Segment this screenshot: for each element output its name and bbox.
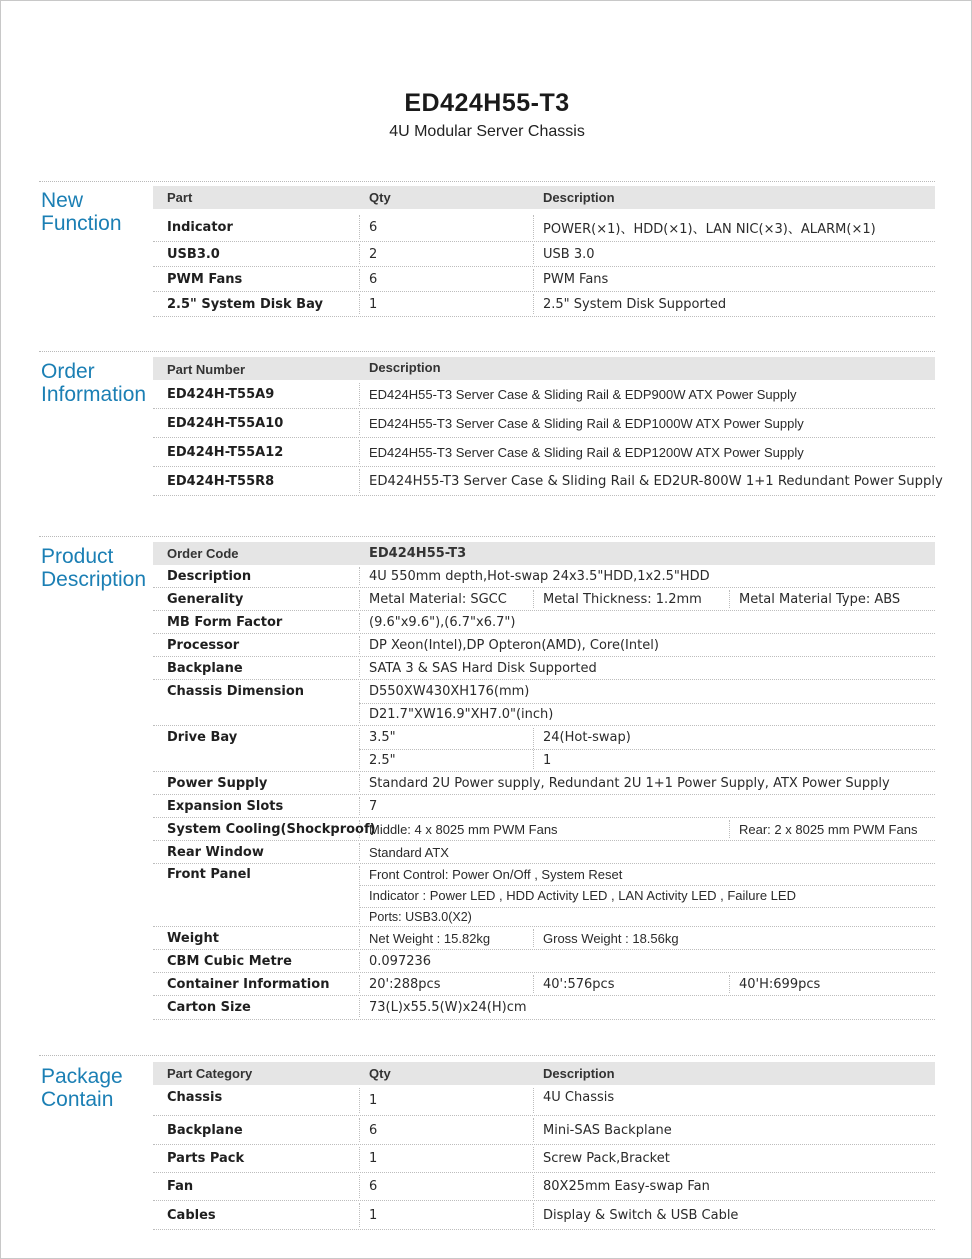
table-row: ED424H-T55R8 ED424H55-T3 Server Case & Sliding Rail & ED2UR-800W 1+1 Redundant Power Supply: [153, 467, 935, 496]
table-row: Generality Metal Material: SGCC Metal Thickness: 1.2mm Metal Material Type: ABS: [153, 588, 935, 611]
table-row: Parts Pack 1 Screw Pack,Bracket: [153, 1145, 935, 1173]
table-row: Chassis Dimension D550XW430XH176(mm) D21.7"XW16.9"XH7.0"(inch): [153, 680, 935, 726]
table-row: Weight Net Weight : 15.82kg Gross Weight : 18.56kg: [153, 927, 935, 950]
table-row: USB3.0 2 USB 3.0: [153, 242, 935, 267]
page-subtitle: 4U Modular Server Chassis: [389, 123, 585, 140]
table-row: Indicator 6 POWER(×1)、HDD(×1)、LAN NIC(×3)、ALARM(×1): [153, 213, 935, 242]
section-label-product-description: Product Description: [41, 545, 147, 591]
table-row: Drive Bay 3.5" 24(Hot-swap) 2.5" 1: [153, 726, 935, 772]
table-row: Expansion Slots 7: [153, 795, 935, 818]
table-header: Part Qty Description: [153, 186, 935, 209]
table-header: Order Code ED424H55-T3: [153, 542, 935, 565]
table-row: PWM Fans 6 PWM Fans: [153, 267, 935, 292]
table-row: Power Supply Standard 2U Power supply, Redundant 2U 1+1 Power Supply, ATX Power Supply: [153, 772, 935, 795]
table-row: System Cooling(Shockproof) Middle: 4 x 8025 mm PWM Fans Rear: 2 x 8025 mm PWM Fans: [153, 818, 935, 841]
table-row: Description 4U 550mm depth,Hot-swap 24x3.5"HDD,1x2.5"HDD: [153, 565, 935, 588]
table-row: Backplane SATA 3 & SAS Hard Disk Supported: [153, 657, 935, 680]
table-row: Front Panel Front Control: Power On/Off , System Reset Indicator : Power LED , HDD Activity LED , LAN Activity LED , Failure LED Ports: USB3.0(X2): [153, 864, 935, 927]
table-row: Backplane 6 Mini-SAS Backplane: [153, 1116, 935, 1145]
section-divider: [39, 536, 935, 537]
table-row: ED424H-T55A9 ED424H55-T3 Server Case & Sliding Rail & EDP900W ATX Power Supply: [153, 381, 935, 409]
section-label-order-information: Order Information: [41, 360, 147, 406]
table-row: Chassis 1 4U Chassis: [153, 1086, 935, 1116]
table-header: Part Number Description: [153, 357, 935, 380]
product-description-table: [153, 542, 935, 1020]
table-row: MB Form Factor (9.6"x9.6"),(6.7"x6.7"): [153, 611, 935, 634]
table-row: CBM Cubic Metre 0.097236: [153, 950, 935, 973]
table-row: ED424H-T55A12 ED424H55-T3 Server Case & Sliding Rail & EDP1200W ATX Power Supply: [153, 438, 935, 467]
table-row: 2.5" System Disk Bay 1 2.5" System Disk Supported: [153, 292, 935, 317]
table-row: Cables 1 Display & Switch & USB Cable: [153, 1201, 935, 1230]
table-row: Processor DP Xeon(Intel),DP Opteron(AMD), Core(Intel): [153, 634, 935, 657]
new-function-table: [153, 186, 935, 317]
table-row: Carton Size 73(L)x55.5(W)x24(H)cm: [153, 996, 935, 1020]
table-row: Rear Window Standard ATX: [153, 841, 935, 864]
section-label-new-function: New Function: [41, 189, 122, 235]
table-row: Container Information 20':288pcs 40':576pcs 40'H:699pcs: [153, 973, 935, 996]
package-contain-table: [153, 1062, 935, 1230]
table-row: Fan 6 80X25mm Easy-swap Fan: [153, 1173, 935, 1201]
page-title: ED424H55-T3: [404, 89, 570, 117]
table-row: ED424H-T55A10 ED424H55-T3 Server Case & Sliding Rail & EDP1000W ATX Power Supply: [153, 409, 935, 438]
section-divider: [39, 1055, 935, 1056]
section-label-package-contain: Package Contain: [41, 1065, 123, 1111]
table-header: Part Category Qty Description: [153, 1062, 935, 1085]
order-information-table: [153, 357, 943, 496]
section-divider: [39, 181, 935, 182]
section-divider: [39, 351, 935, 352]
